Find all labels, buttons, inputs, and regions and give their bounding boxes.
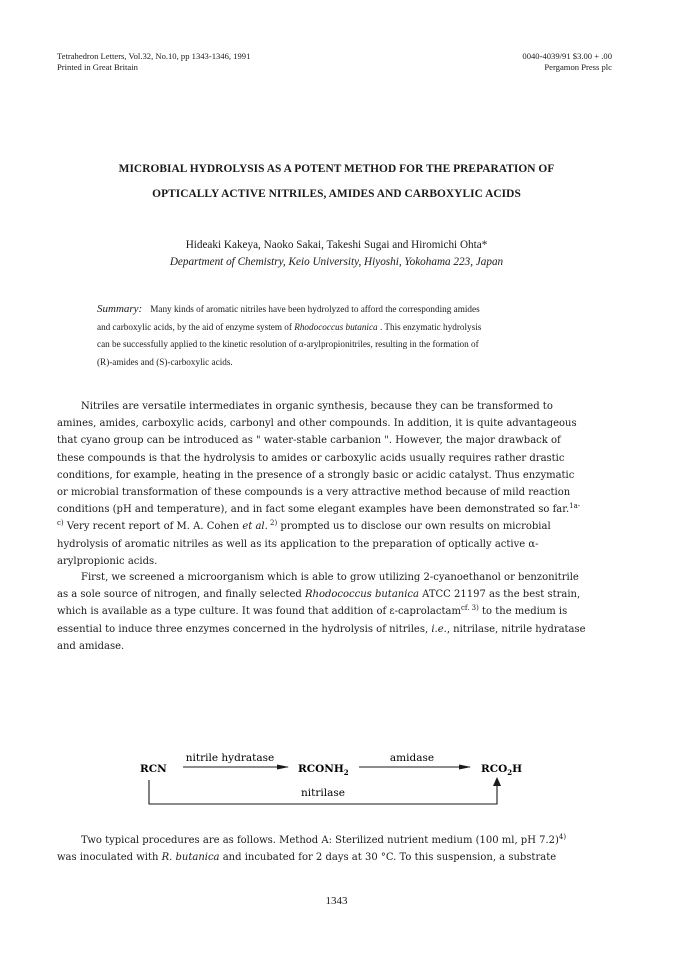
printed-in-line: Printed in Great Britain xyxy=(57,62,138,72)
nitrilase-arrowhead xyxy=(493,777,501,786)
organism-name: Rhodococcus butanica xyxy=(304,589,419,601)
body-line: , nitrilase, nitrile hydratase xyxy=(446,623,586,635)
organism-name: R. butanica xyxy=(161,852,220,864)
body-line: was inoculated with xyxy=(57,852,162,864)
body-line: essential to induce three enzymes concerned in the hydrolysis of nitriles, xyxy=(57,623,432,635)
citation-ref: 1a- xyxy=(569,502,581,511)
body-line: to the medium is xyxy=(478,606,568,618)
author-list: Hideaki Kakeya, Naoko Sakai, Takeshi Sugai and Hiromichi Ohta* xyxy=(185,239,488,251)
body-line: and amidase. xyxy=(57,640,125,652)
body-line: conditions (pH and temperature), and in fact some elegant examples have been demonstrated so far. xyxy=(57,504,570,516)
citation-ref: 4) xyxy=(558,833,567,841)
publisher-line: Pergamon Press plc xyxy=(544,62,612,72)
body-paragraph-3 xyxy=(57,832,616,866)
summary-line: Many kinds of aromatic nitriles have been hydrolyzed to afford the corresponding amides xyxy=(150,304,480,314)
rco-subscript: 2 xyxy=(507,768,513,777)
rconh-subscript: 2 xyxy=(343,768,349,777)
citation-line: Tetrahedron Letters, Vol.32, No.10, pp 1343-1346, 1991 xyxy=(57,51,251,61)
rco-text: RCO xyxy=(481,763,508,775)
scheme-rcn: RCN xyxy=(140,763,167,775)
body-line: amines, amides, carboxylic acids, carbonyl and other compounds. In addition, it is quite advantageous xyxy=(57,418,577,430)
rconh-text: RCONH xyxy=(298,763,344,775)
citation-ref: c) xyxy=(57,519,64,528)
summary-line: can be successfully applied to the kinetic resolution of α-arylpropionitriles, resulting in the formation of xyxy=(97,339,479,349)
body-line: arylpropionic acids. xyxy=(57,555,158,567)
body-line: conditions, for example, heating in the presence of a strongly basic or acidic catalyst. Thus enzymatic xyxy=(57,469,575,481)
page-number: 1343 xyxy=(325,895,348,907)
rco-h-text: H xyxy=(512,763,523,775)
title-line-2: OPTICALLY ACTIVE NITRILES, AMIDES AND CARBOXYLIC ACIDS xyxy=(152,188,521,200)
organism-name: Rhodococcus butanica xyxy=(294,321,378,332)
summary-line: and carboxylic acids, by the aid of enzyme system of xyxy=(97,321,295,332)
scheme-rconh2 xyxy=(298,763,349,777)
issn-price-line: 0040-4039/91 $3.00 + .00 xyxy=(522,51,612,61)
citation-ref: 2) xyxy=(267,519,278,528)
body-line: these compounds is that the hydrolysis to amides or carboxylic acids usually requires rather drastic xyxy=(57,452,565,464)
label-nitrile-hydratase: nitrile hydratase xyxy=(185,752,275,764)
summary-label: Summary: xyxy=(97,303,143,315)
body-line: Two typical procedures are as follows. Method A: Sterilized nutrient medium (100 ml, pH 7.2) xyxy=(81,835,559,846)
et-al: et al. xyxy=(242,521,268,533)
body-line: Nitriles are versatile intermediates in organic synthesis, because they can be transformed to xyxy=(81,401,553,412)
body-line: prompted us to disclose our own results on microbial xyxy=(277,521,551,533)
body-line: which is available as a type culture. It was found that addition of ε-caprolactam xyxy=(57,606,461,618)
label-amidase: amidase xyxy=(389,752,435,764)
body-line: Very recent report of M. A. Cohen xyxy=(63,521,243,533)
body-line: First, we screened a microorganism which is able to grow utilizing 2-cyanoethanol or benzonitrile xyxy=(81,572,579,583)
ie-abbrev: i.e. xyxy=(431,623,447,635)
affiliation: Department of Chemistry, Keio University, Hiyoshi, Yokohama 223, Japan xyxy=(169,256,504,268)
body-line: as a sole source of nitrogen, and finally selected xyxy=(57,589,305,601)
scheme-rco2h xyxy=(481,763,522,777)
summary-line: (R)-amides and (S)-carboxylic acids. xyxy=(97,356,233,367)
label-nitrilase: nitrilase xyxy=(301,787,345,799)
body-line: that cyano group can be introduced as " water-stable carbanion ". However, the major drawback of xyxy=(57,435,561,447)
title-line-1: MICROBIAL HYDROLYSIS AS A POTENT METHOD FOR THE PREPARATION OF xyxy=(118,163,555,175)
body-line: ATCC 21197 as the best strain, xyxy=(418,589,581,601)
summary-line: . This enzymatic hydrolysis xyxy=(377,321,482,332)
citation-ref: cf. 3) xyxy=(460,604,479,613)
body-line: and incubated for 2 days at 30 °C. To this suspension, a substrate xyxy=(219,852,557,864)
body-line: or microbial transformation of these compounds is a very attractive method because of mild reaction xyxy=(57,487,571,499)
body-line: hydrolysis of aromatic nitriles as well as its application to the preparation of optically active α- xyxy=(57,538,539,550)
